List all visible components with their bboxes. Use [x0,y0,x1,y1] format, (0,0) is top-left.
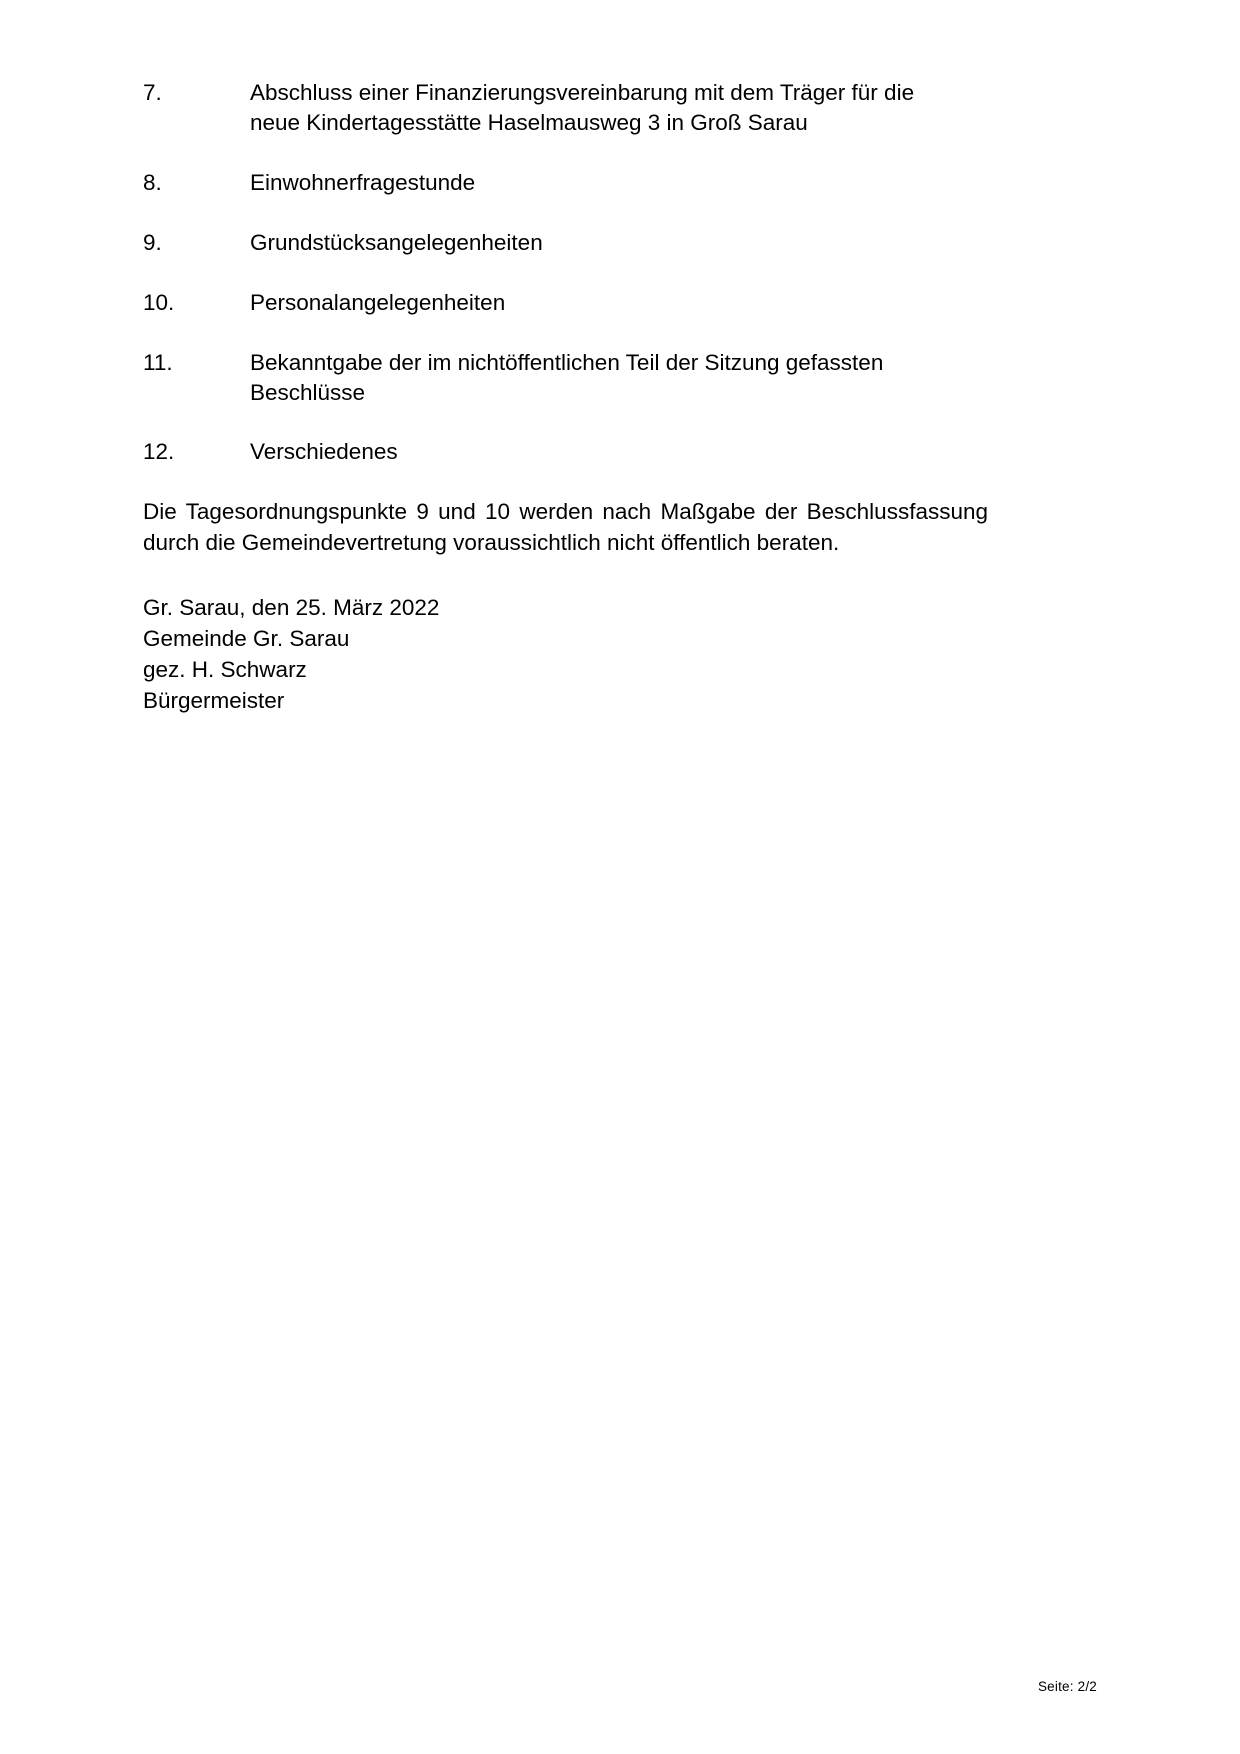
agenda-item-number: 7. [143,80,162,105]
signature-signed-by: gez. H. Schwarz [143,657,307,683]
agenda-item-number: 10. [143,289,175,315]
agenda-item-text: Verschiedenes [250,439,398,465]
agenda-item-number: 11. [143,349,173,375]
agenda-item-number: 12. [143,439,175,465]
page-footer: Seite: 2/2 [1037,1679,1097,1694]
agenda-item-text: Einwohnerfragestunde [250,169,476,195]
agenda-item-text: Personalangelegenheiten [250,289,506,315]
document-body [143,78,1093,716]
signature-role: Bürgermeister [143,688,285,714]
signature-block [143,592,1093,716]
agenda-item [143,78,1093,138]
agenda-item [143,288,1093,318]
signature-authority: Gemeinde Gr. Sarau [143,626,350,652]
agenda-item [143,228,1093,258]
agenda-item-text: Bekanntgabe der im nichtöffentlichen Teil der Sitzung gefassten Beschlüsse [250,349,884,405]
agenda-item-text: Grundstücksangelegenheiten [250,229,543,255]
agenda-item [143,437,1093,467]
agenda-item [143,168,1093,198]
agenda-item-number: 8. [143,169,162,195]
non-public-notice: Die Tagesordnungspunkte 9 und 10 werden nach Maßgabe der Beschlussfassung durch die Gemeindevertretung voraussichtlich nicht öffentlich beraten. [143,499,988,555]
agenda-item-text: Abschluss einer Finanzierungsvereinbarung mit dem Träger für die neue Kindertagesstätte Haselmausweg 3 in Groß Sarau [250,80,915,135]
agenda-item-number: 9. [143,229,162,255]
signature-place-date: Gr. Sarau, den 25. März 2022 [143,595,440,621]
agenda-item [143,348,1093,408]
